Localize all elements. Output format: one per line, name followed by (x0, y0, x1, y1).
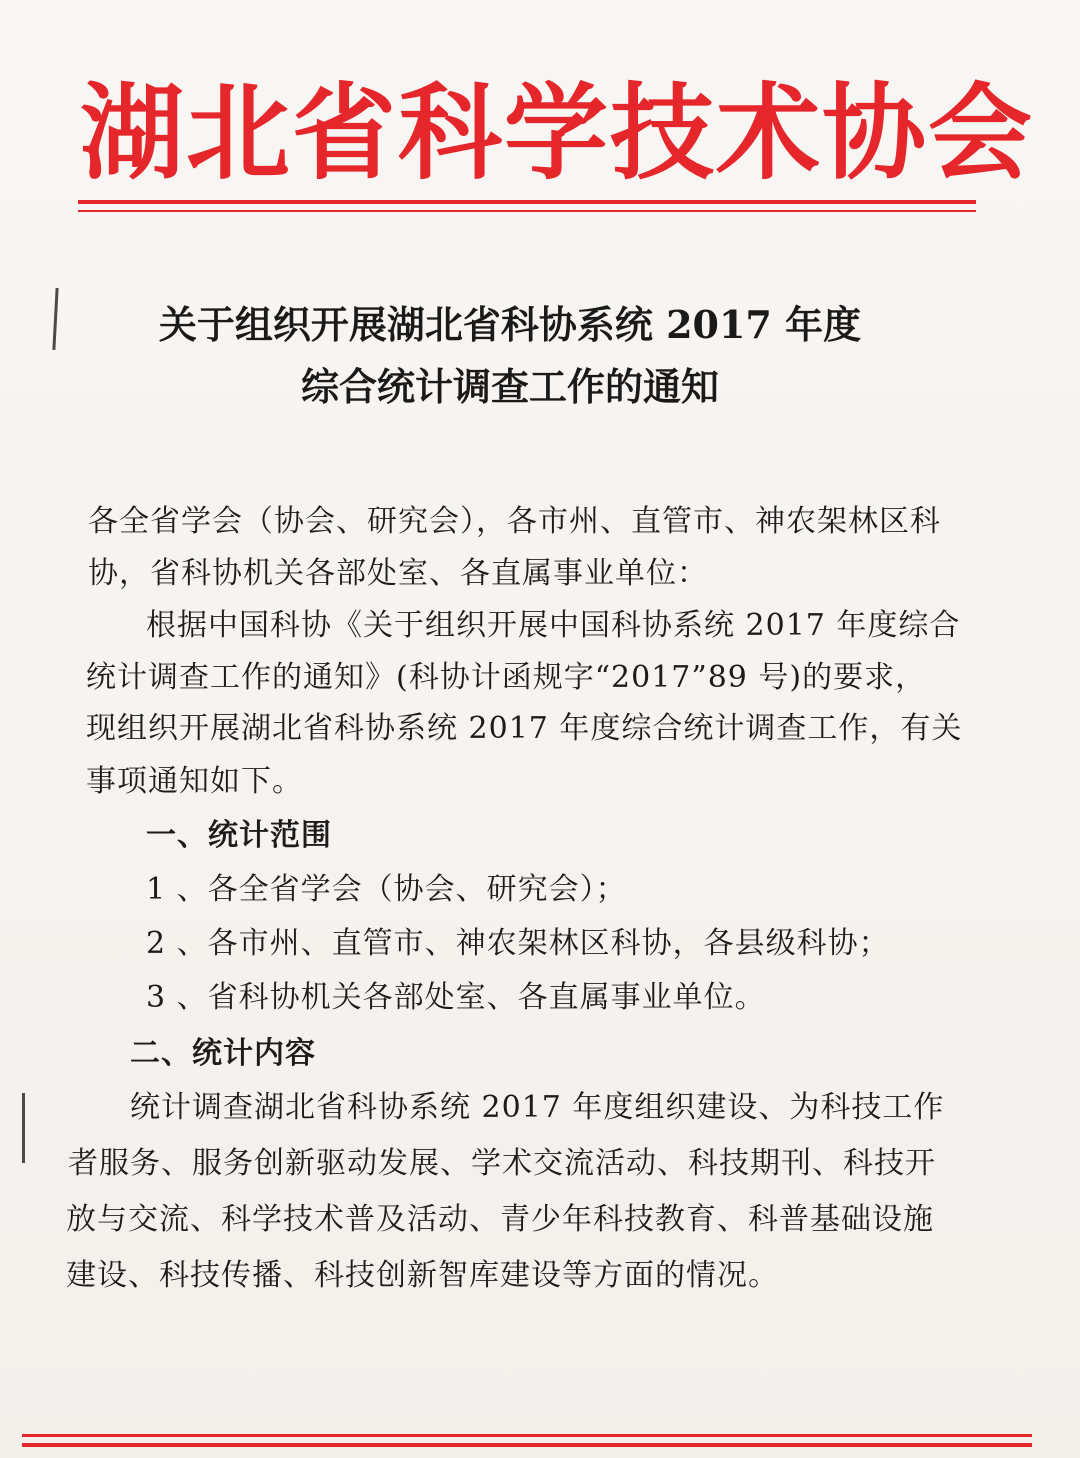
section-1-item-1: 1 、各全省学会（协会、研究会）； (146, 872, 627, 907)
addressee-line-1: 各全省学会（协会、研究会），各市州、直管市、神农架林区科 (88, 504, 941, 539)
section-2-line-2: 者服务、服务创新驱动发展、学术交流活动、科技期刊、科技开 (68, 1146, 936, 1181)
addressee-line-2: 协，省科协机关各部处室、各直属事业单位： (88, 556, 708, 591)
section-1-heading: 一、统计范围 (146, 818, 332, 853)
notice-title-line-1: 关于组织开展湖北省科协系统 2017 年度 (158, 302, 862, 347)
section-2-line-1: 统计调查湖北省科协系统 2017 年度组织建设、为科技工作 (130, 1090, 945, 1125)
masthead-org-name: 湖北省科学技术协会 (80, 72, 1035, 194)
section-2-line-3: 放与交流、科学技术普及活动、青少年科技教育、科普基础设施 (66, 1202, 934, 1237)
intro-line-2: 统计调查工作的通知》(科协计函规字“2017”89 号)的要求， (86, 660, 927, 695)
footer-rule-thick (22, 1443, 1032, 1447)
section-1-item-2: 2 、各市州、直管市、神农架林区科协，各县级科协； (146, 926, 890, 961)
notice-title-line-2: 综合统计调查工作的通知 (300, 364, 719, 409)
intro-line-3: 现组织开展湖北省科协系统 2017 年度综合统计调查工作，有关 (86, 711, 963, 746)
intro-line-4: 事项通知如下。 (86, 764, 303, 799)
intro-line-1: 根据中国科协《关于组织开展中国科协系统 2017 年度综合 (146, 608, 961, 643)
masthead-rule-thin (78, 210, 976, 212)
section-1-item-3: 3 、省科协机关各部处室、各直属事业单位。 (146, 980, 766, 1015)
section-2-line-4: 建设、科技传播、科技创新智库建设等方面的情况。 (66, 1258, 779, 1293)
margin-mark-top (52, 288, 58, 350)
section-2-heading: 二、统计内容 (130, 1036, 316, 1071)
masthead-rule-thick (78, 200, 976, 204)
margin-mark-bottom (22, 1093, 25, 1163)
footer-rule-thin (22, 1434, 1032, 1437)
